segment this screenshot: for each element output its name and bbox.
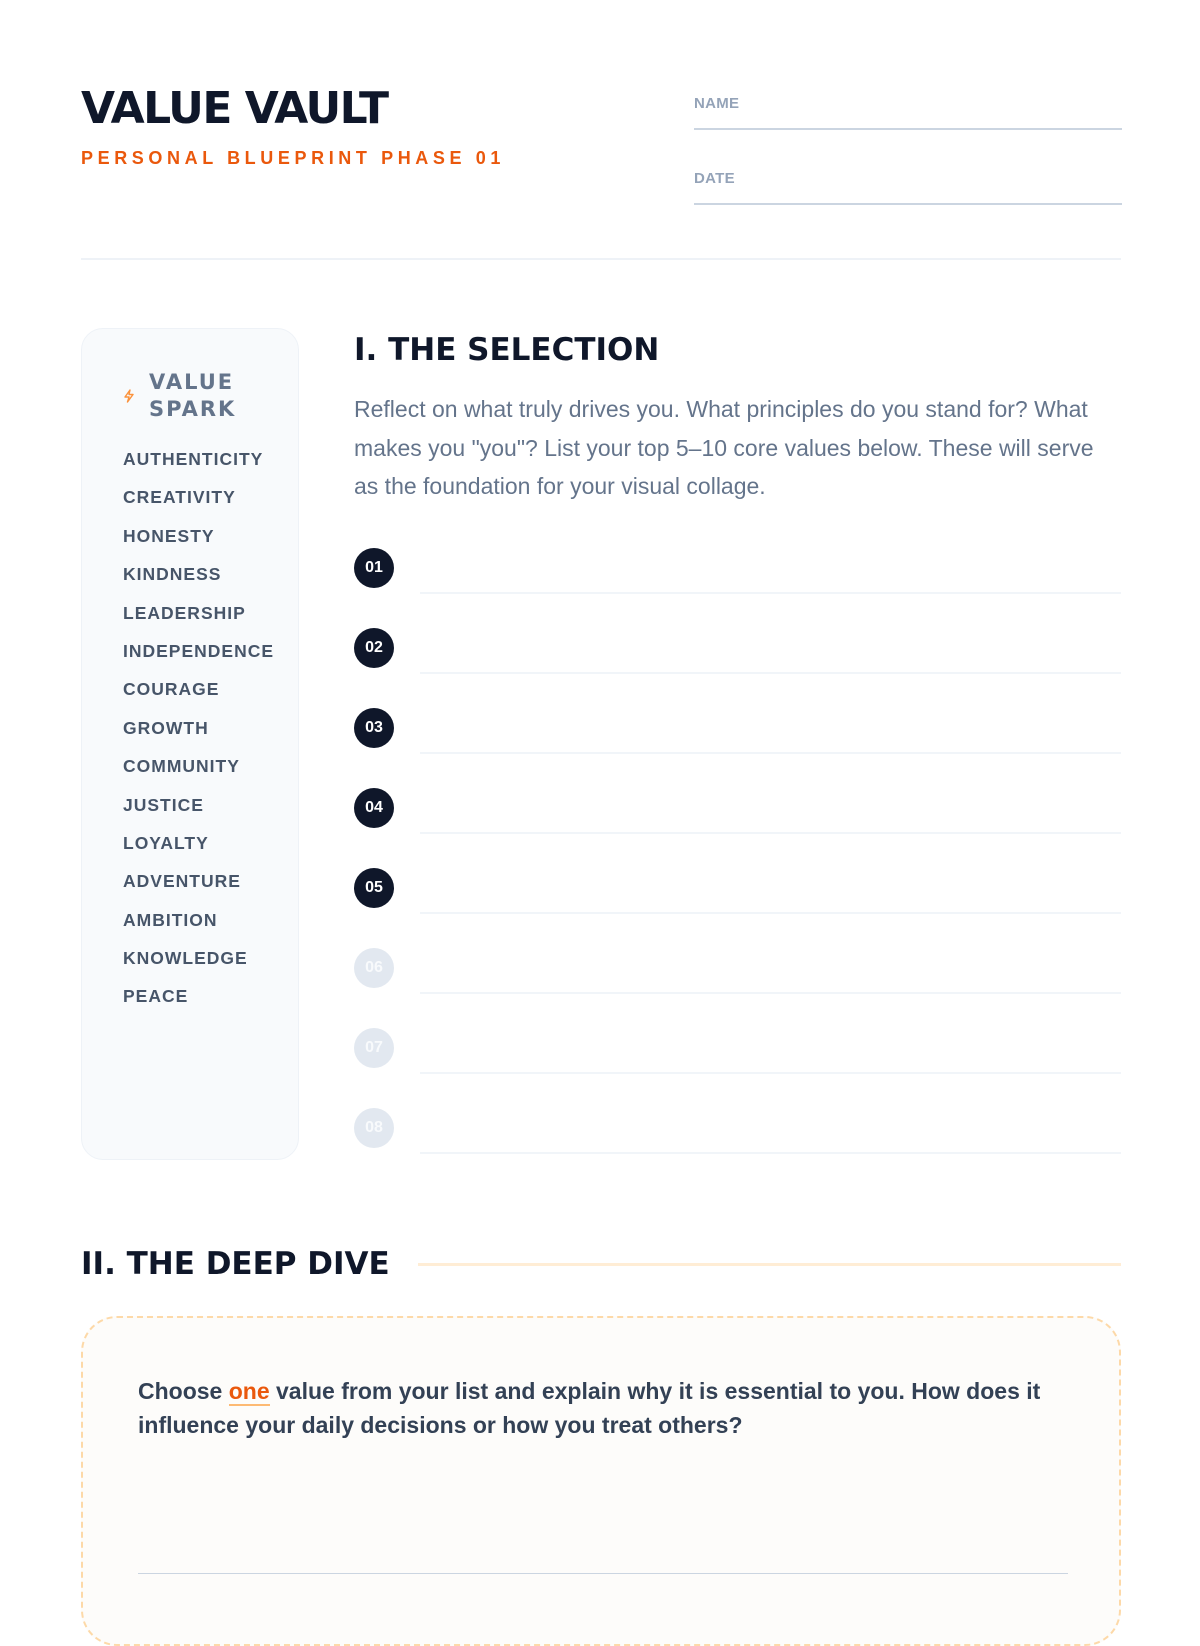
value-item: LOYALTY: [123, 832, 209, 853]
deep-dive-answer-input[interactable]: [138, 1542, 1068, 1574]
date-field: [694, 157, 1122, 205]
deep-dive-divider: [418, 1263, 1121, 1266]
spark-icon: [122, 389, 136, 403]
row-number-badge: 01: [354, 548, 394, 588]
selection-title: I. THE SELECTION: [354, 332, 660, 368]
value-item: AMBITION: [123, 909, 218, 930]
page-title: VALUE VAULT: [81, 83, 388, 134]
date-input[interactable]: [764, 165, 1122, 197]
deep-dive-prompt: [138, 1374, 1073, 1442]
value-item: CREATIVITY: [123, 487, 236, 508]
value-row: [354, 548, 1121, 628]
value-input[interactable]: [420, 1034, 1121, 1074]
name-field: [694, 82, 1122, 130]
row-number-badge: 02: [354, 628, 394, 668]
row-number-badge: 05: [354, 868, 394, 908]
value-input[interactable]: [420, 554, 1121, 594]
value-input[interactable]: [420, 634, 1121, 674]
prompt-text-start: Choose: [138, 1378, 229, 1404]
value-item: AUTHENTICITY: [123, 449, 264, 469]
selection-intro: Reflect on what truly drives you. What principles do you stand for? What makes you "you"? List your top 5–10 core values below. These will serve as the foundation for your visual collage.: [354, 396, 1094, 499]
value-list: [123, 449, 274, 1025]
deep-dive-prompt-box: [81, 1316, 1121, 1646]
value-item: GROWTH: [123, 717, 209, 738]
row-number-badge: 07: [354, 1028, 394, 1068]
name-label: NAME: [694, 95, 740, 112]
page-header: [81, 82, 1121, 262]
value-row: [354, 628, 1121, 708]
selection-section: [354, 328, 1121, 1136]
value-input[interactable]: [420, 1114, 1121, 1154]
value-input[interactable]: [420, 954, 1121, 994]
value-item: KNOWLEDGE: [123, 948, 248, 969]
value-rows: [354, 548, 1121, 1188]
prompt-text-end: value from your list and explain why it is essential to you. How does it influence your daily decisions or how you treat others?: [138, 1378, 1041, 1438]
value-item: KINDNESS: [123, 564, 222, 585]
date-label: DATE: [694, 170, 735, 187]
header-divider: [81, 258, 1121, 260]
row-number-badge: 06: [354, 948, 394, 988]
row-number-badge: 08: [354, 1108, 394, 1148]
value-item: ADVENTURE: [123, 871, 241, 892]
value-input[interactable]: [420, 874, 1121, 914]
row-number-badge: 03: [354, 708, 394, 748]
sidebar-title: VALUE SPARK: [149, 370, 237, 421]
value-item: COURAGE: [123, 679, 220, 700]
value-item: JUSTICE: [123, 794, 204, 815]
value-input[interactable]: [420, 714, 1121, 754]
name-input[interactable]: [764, 90, 1122, 122]
page-subtitle: PERSONAL BLUEPRINT PHASE 01: [81, 148, 505, 168]
value-item: INDEPENDENCE: [123, 640, 275, 661]
value-item: HONESTY: [123, 525, 215, 546]
value-row: [354, 948, 1121, 1028]
prompt-highlight: one: [228, 1378, 270, 1404]
value-row: [354, 788, 1121, 868]
value-row: [354, 708, 1121, 788]
value-row: [354, 1108, 1121, 1188]
value-item: LEADERSHIP: [123, 602, 246, 623]
value-row: [354, 868, 1121, 948]
value-spark-sidebar: [81, 328, 299, 1160]
deep-dive-title: II. THE DEEP DIVE: [81, 1246, 390, 1282]
value-item: PEACE: [123, 986, 189, 1007]
value-row: [354, 1028, 1121, 1108]
value-input[interactable]: [420, 794, 1121, 834]
value-item: COMMUNITY: [123, 756, 240, 777]
row-number-badge: 04: [354, 788, 394, 828]
